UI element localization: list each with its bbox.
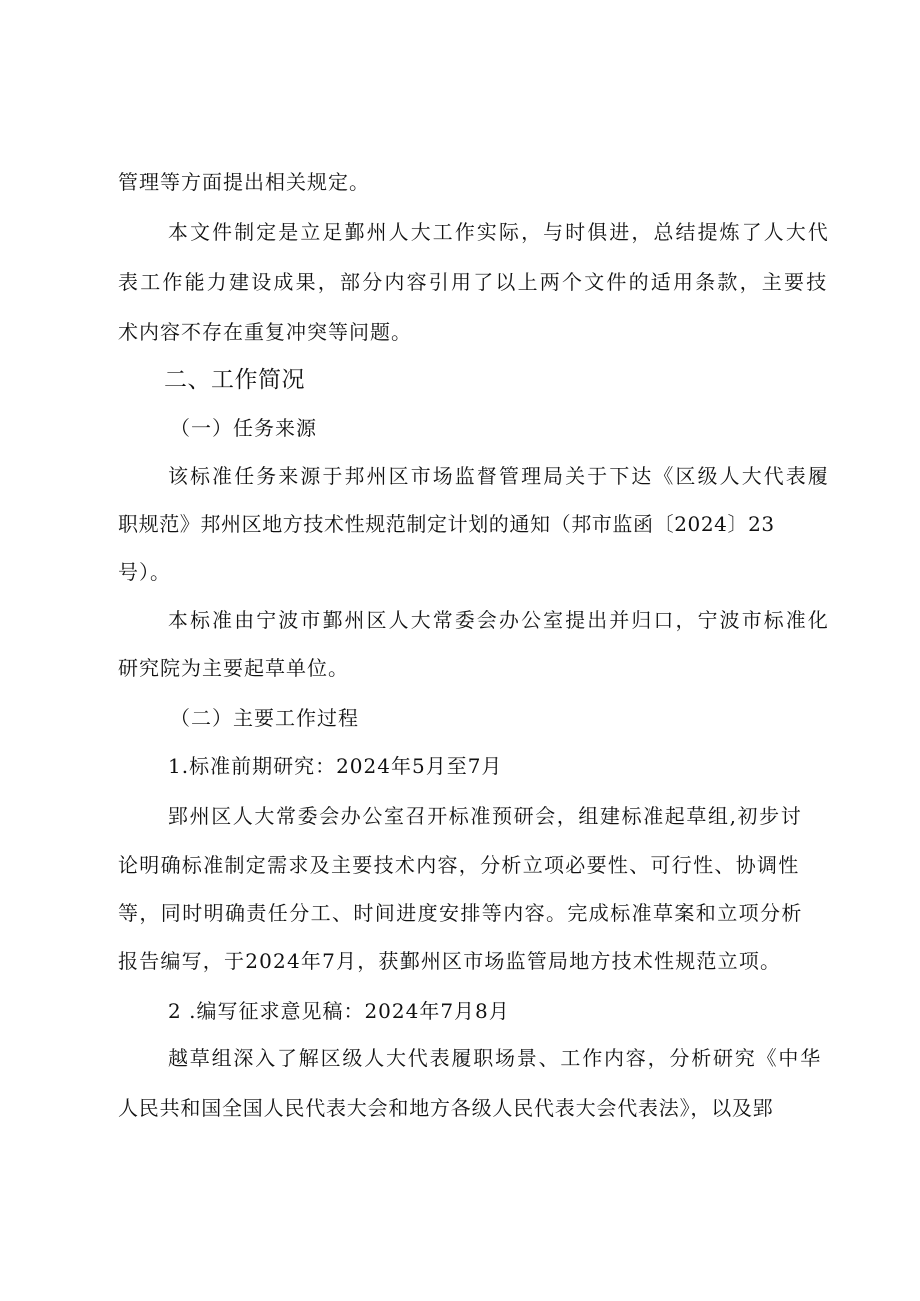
section-heading: 二、工作简况	[164, 367, 305, 393]
body-line: 管理等方面提出相关规定。	[118, 170, 370, 194]
body-line: 越草组深入了解区级人大代表履职场景、工作内容，分析研究《中华	[168, 1046, 822, 1070]
body-line: 职规范》邦州区地方技术性规范制定计划的通知（邦市监函〔2024〕23	[118, 512, 775, 536]
body-line: 本文件制定是立足鄞州人大工作实际，与时俱进，总结提炼了人大代	[168, 220, 831, 244]
body-line: 报告编写，于2024年7月，获鄞州区市场监管局地方技术性规范立项。	[118, 949, 782, 973]
step-heading: 1.标准前期研究：2024年5月至7月	[168, 754, 503, 778]
body-line: 人民共和国全国人民代表大会和地方各级人民代表大会代表法》，以及郢	[118, 1096, 774, 1120]
subsection-heading: （一）任务来源	[170, 416, 317, 440]
step-heading: 2 .编写征求意见稿：2024年7月8月	[168, 999, 510, 1023]
body-line: 表工作能力建设成果，部分内容引用了以上两个文件的适用条款，主要技	[118, 270, 829, 294]
body-line: 该标准任务来源于邦州区市场监督管理局关于下达《区级人大代表履	[168, 464, 831, 488]
body-line: 本标准由宁波市鄞州区人大常委会办公室提出并归口，宁波市标准化	[168, 608, 831, 632]
body-line: 郢州区人大常委会办公室召开标准预研会，组建标准起草组,初步讨	[168, 804, 803, 828]
body-line: 术内容不存在重复冲突等问题。	[118, 320, 412, 344]
body-line: 研究院为主要起草单位。	[118, 656, 349, 680]
body-line: 等，同时明确责任分工、时间进度安排等内容。完成标准草案和立项分析	[118, 901, 803, 925]
body-line: 论明确标准制定需求及主要技术内容，分析立项必要性、可行性、协调性	[118, 853, 800, 877]
subsection-heading: （二）主要工作过程	[170, 706, 359, 730]
body-line: 号）。	[118, 560, 171, 584]
